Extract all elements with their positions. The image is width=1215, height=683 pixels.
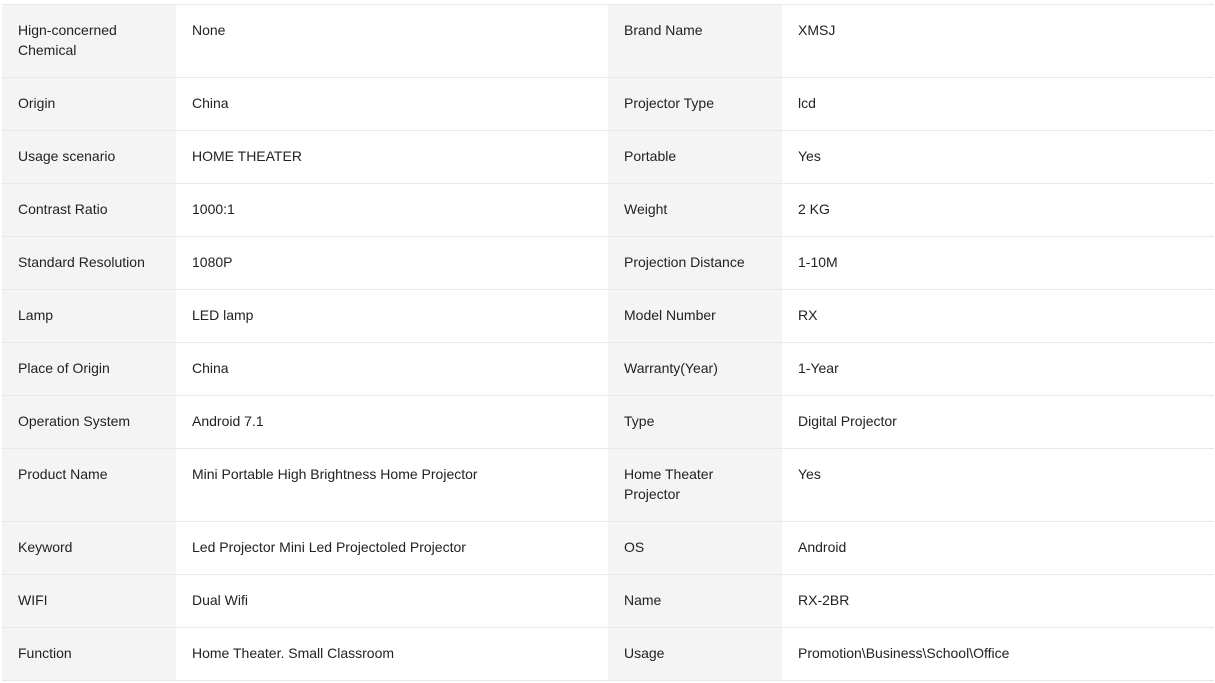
spec-label: Projector Type — [608, 78, 782, 131]
spec-value: Android 7.1 — [176, 396, 608, 449]
spec-value: 1-Year — [782, 343, 1214, 396]
spec-value: Android — [782, 522, 1214, 575]
table-row — [2, 5, 1214, 78]
spec-label: Portable — [608, 131, 782, 184]
table-row — [2, 184, 1214, 237]
spec-label: Brand Name — [608, 5, 782, 78]
spec-label: Usage — [608, 628, 782, 681]
spec-label: Operation System — [2, 396, 176, 449]
spec-label: Name — [608, 575, 782, 628]
spec-label: Weight — [608, 184, 782, 237]
spec-label: OS — [608, 522, 782, 575]
table-row — [2, 628, 1214, 681]
spec-value: Led Projector Mini Led Projectoled Projector — [176, 522, 608, 575]
spec-label: Home Theater Projector — [608, 449, 782, 522]
spec-value: XMSJ — [782, 5, 1214, 78]
table-row — [2, 343, 1214, 396]
table-row — [2, 78, 1214, 131]
spec-label: Function — [2, 628, 176, 681]
spec-label: Product Name — [2, 449, 176, 522]
spec-value: 1-10M — [782, 237, 1214, 290]
spec-value: 2 KG — [782, 184, 1214, 237]
spec-value: lcd — [782, 78, 1214, 131]
spec-value: Dual Wifi — [176, 575, 608, 628]
spec-value: LED lamp — [176, 290, 608, 343]
spec-label: Contrast Ratio — [2, 184, 176, 237]
spec-label: Place of Origin — [2, 343, 176, 396]
spec-label: Type — [608, 396, 782, 449]
table-row — [2, 522, 1214, 575]
table-row — [2, 575, 1214, 628]
spec-label: Hign-concerned Chemical — [2, 5, 176, 78]
table-row — [2, 237, 1214, 290]
spec-label: Origin — [2, 78, 176, 131]
spec-label: Usage scenario — [2, 131, 176, 184]
spec-value: RX-2BR — [782, 575, 1214, 628]
spec-value: Digital Projector — [782, 396, 1214, 449]
spec-value: 1000:1 — [176, 184, 608, 237]
table-row — [2, 290, 1214, 343]
spec-value: Mini Portable High Brightness Home Projector — [176, 449, 608, 522]
spec-value: Promotion\Business\School\Office — [782, 628, 1214, 681]
spec-value: China — [176, 343, 608, 396]
table-row — [2, 131, 1214, 184]
spec-label: Standard Resolution — [2, 237, 176, 290]
spec-value: Yes — [782, 449, 1214, 522]
spec-label: WIFI — [2, 575, 176, 628]
spec-label: Keyword — [2, 522, 176, 575]
spec-label: Warranty(Year) — [608, 343, 782, 396]
spec-table — [2, 4, 1214, 681]
spec-value: Yes — [782, 131, 1214, 184]
spec-value: HOME THEATER — [176, 131, 608, 184]
spec-value: 1080P — [176, 237, 608, 290]
spec-value: None — [176, 5, 608, 78]
table-row — [2, 396, 1214, 449]
table-row — [2, 449, 1214, 522]
spec-label: Model Number — [608, 290, 782, 343]
spec-value: RX — [782, 290, 1214, 343]
spec-value: China — [176, 78, 608, 131]
spec-label: Projection Distance — [608, 237, 782, 290]
spec-label: Lamp — [2, 290, 176, 343]
spec-value: Home Theater. Small Classroom — [176, 628, 608, 681]
